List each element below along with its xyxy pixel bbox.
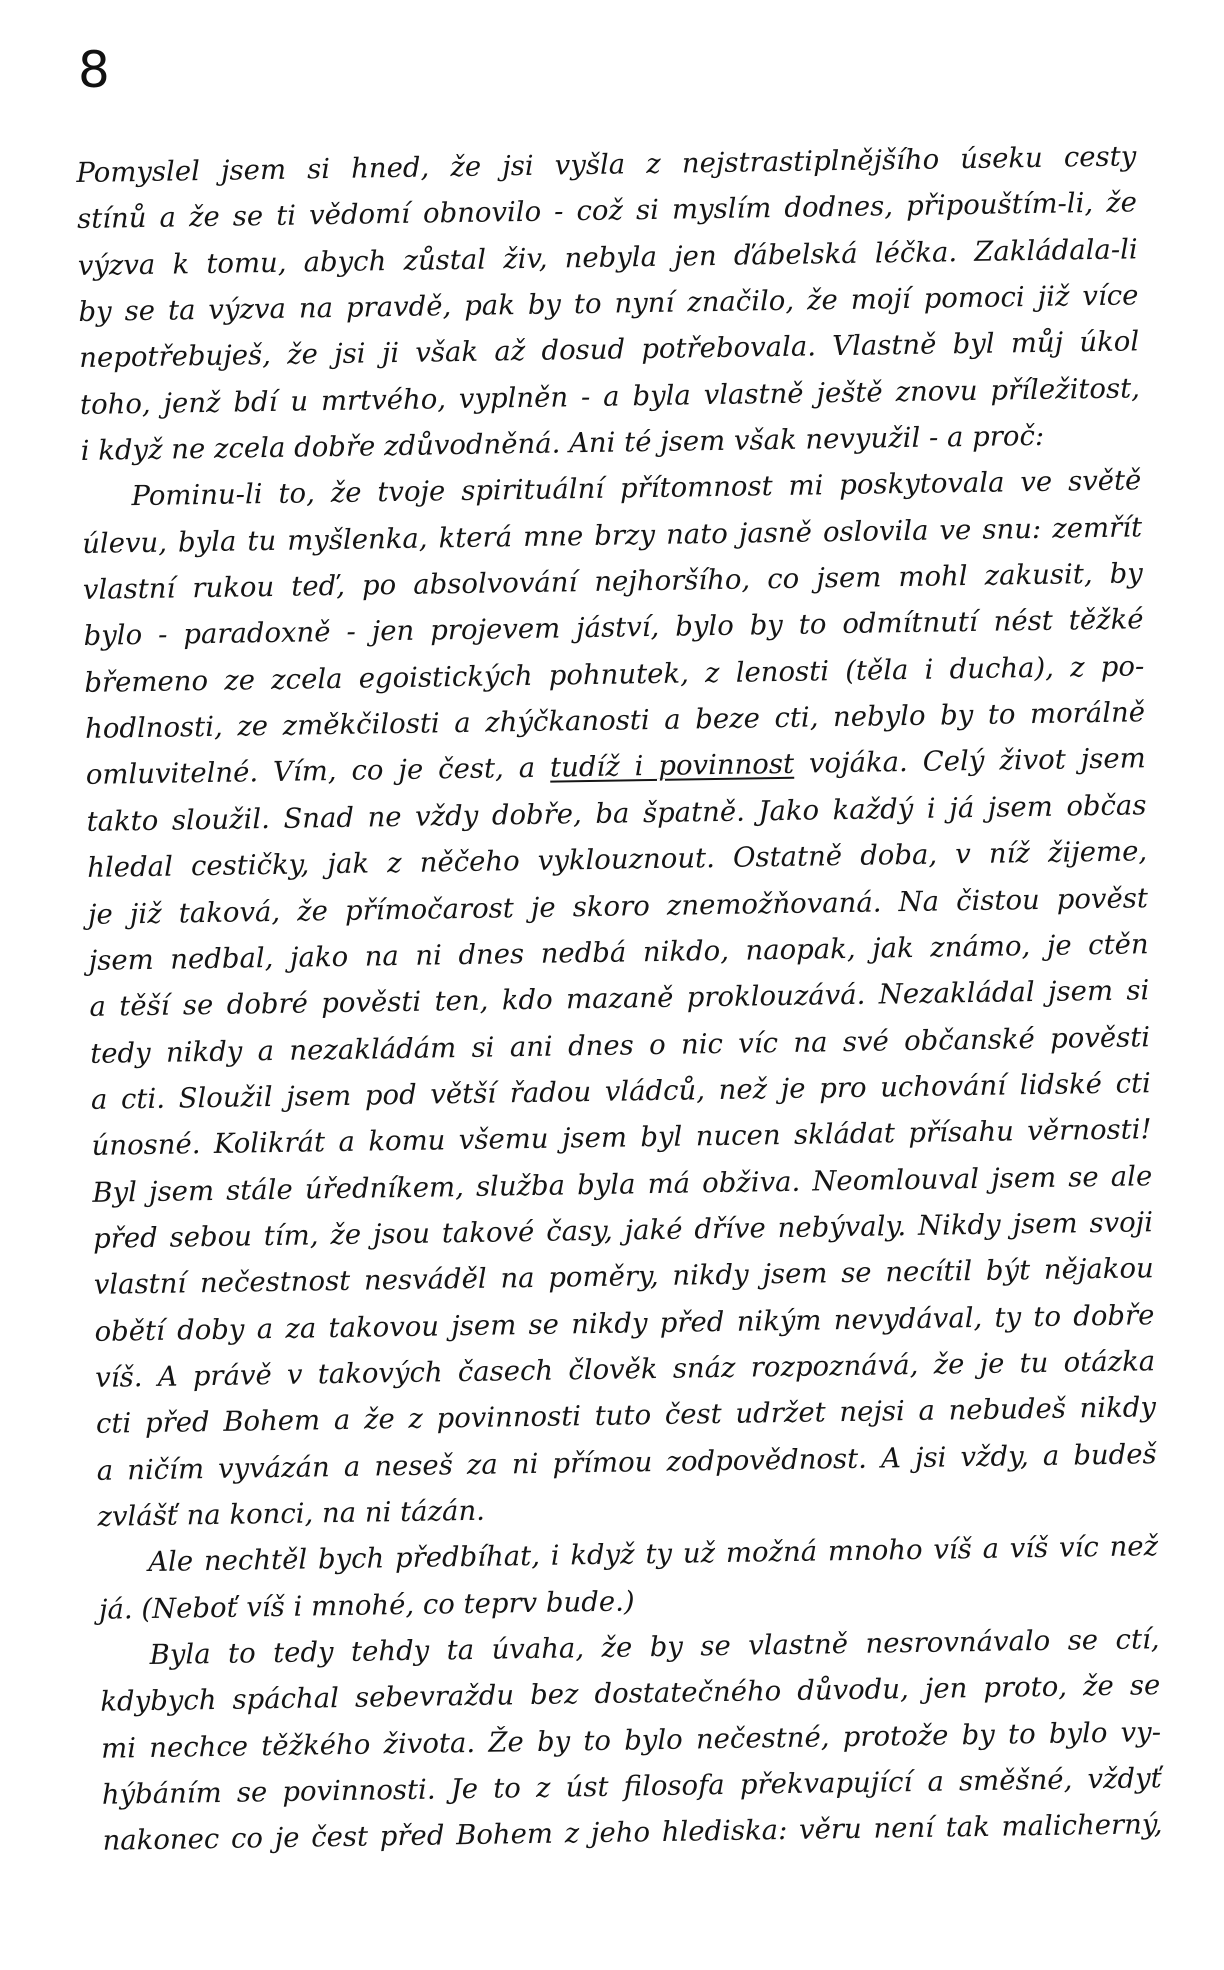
text-line: tedy nikdy a nezakládám si ani dnes o nic víc na své občanské pověsti	[89, 1020, 1151, 1070]
text-line: vlastní rukou teď, po absolvování nejhoršího, co jsem mohl zakusit, by	[82, 557, 1144, 607]
text-line: Byl jsem stále úředníkem, služba byla má obživa. Neomlouval jsem se ale	[92, 1159, 1153, 1209]
text-line: únosné. Kolikrát a komu všemu jsem byl nucen skládat přísahu věrnosti!	[91, 1113, 1152, 1163]
text-line: před sebou tím, že jsou takové časy, jaké dříve nebývaly. Nikdy jsem svoji	[92, 1206, 1154, 1255]
text-line: mi nechce těžkého života. Že by to bylo nečestné, protože by to bylo vy-	[100, 1715, 1162, 1765]
text-line: hýbáním se povinnosti. Je to z úst filosofa překvapující a směšné, vždyť	[101, 1762, 1162, 1811]
text-line: a cti. Sloužil jsem pod větší řadou vládců, než je pro uchování lidské cti	[90, 1067, 1152, 1116]
text-line: nakonec co je čest před Bohem z jeho hlediska: věru není tak malicherný,	[102, 1808, 1163, 1858]
text-line: kdybych spáchal sebevraždu bez dostatečného důvodu, jen proto, že se	[100, 1669, 1161, 1719]
text-line: výzva k tomu, abych zůstal živ, nebyla jen ďábelská léčka. Zakládala-li	[77, 233, 1138, 282]
text-line: břemeno ze zcela egoistických pohnutek, z lenosti (těla i ducha), z po-	[84, 650, 1145, 699]
text-line: hledal cestičky, jak z něčeho vyklouznout. Ostatně doba, v níž žijeme,	[87, 835, 1148, 885]
text-line: nepotřebuješ, že jsi ji však až dosud potřebovala. Vlastně byl můj úkol	[79, 325, 1140, 375]
text-line: úlevu, byla tu myšlenka, která mne brzy nato jasně oslovila ve snu: zemřít	[81, 511, 1143, 560]
text-line: a ničím vyvázán a neseš za ni přímou zodpovědnost. A jsi vždy, a budeš	[96, 1437, 1157, 1487]
text-line: takto sloužil. Snad ne vždy dobře, ba špatně. Jako každý i já jsem občas	[86, 789, 1147, 838]
text-line: stínů a že se ti vědomí obnovilo - což si myslím dodnes, připouštím-li, že	[76, 186, 1138, 236]
text-line: Byla to tedy tehdy ta úvaha, že by se vlastně nesrovnávalo se ctí,	[149, 1623, 1160, 1672]
body-text	[76, 133, 1163, 1864]
text-line: já. (Neboť víš i mnohé, co teprv bude.)	[98, 1585, 635, 1626]
page-number: 8	[78, 41, 110, 99]
text-line: a těší se dobré pověsti ten, kdo mazaně proklouzává. Nezakládal jsem si	[89, 974, 1150, 1024]
text-line: obětí doby a za takovou jsem se nikdy před nikým nevydával, ty to dobře	[94, 1298, 1155, 1348]
text-line: bylo - paradoxně - jen projevem jáství, bylo by to odmítnutí nést těžké	[83, 603, 1144, 653]
text-line: vlastní nečestnost nesváděl na poměry, nikdy jsem se necítil být nějakou	[93, 1252, 1154, 1302]
text-line: jsem nedbal, jako na ni dnes nedbá nikdo, naopak, jak známo, je ctěn	[88, 928, 1149, 977]
text-line: i když ne zcela dobře zdůvodněná. Ani té jsem však nevyužil - a proč:	[80, 419, 1045, 468]
text-line: by se ta výzva na pravdě, pak by to nyní značilo, že mojí pomoci již více	[78, 279, 1139, 329]
text-line-with-underline: omluvitelné. Vím, co je čest, a tudíž i povinnost vojáka. Celý život jsem	[85, 742, 1146, 792]
text-line: toho, jenž bdí u mrtvého, vyplněn - a byla vlastně ještě znovu příležitost,	[79, 372, 1141, 421]
text-line: cti před Bohem a že z povinnosti tuto čest udržet nejsi a nebudeš nikdy	[95, 1391, 1157, 1441]
text-line: Ale nechtěl bych předbíhat, i když ty už možná mnoho víš a víš víc než	[147, 1530, 1159, 1579]
text-line: Pominu-li to, že tvoje spirituální přítomnost mi poskytovala ve světě	[131, 464, 1142, 513]
text-line: víš. A právě v takových časech člověk snáz rozpoznává, že je tu otázka	[95, 1345, 1156, 1394]
text-line: Pomyslel jsem si hned, že jsi vyšla z nejstrastiplnějšího úseku cesty	[76, 140, 1137, 189]
underlined-phrase: tudíž i povinnost	[549, 748, 795, 785]
text-line: hodlnosti, ze změkčilosti a zhýčkanosti a beze cti, nebylo by to morálně	[84, 696, 1146, 746]
text-line: je již taková, že přímočarost je skoro znemožňovaná. Na čistou pověst	[87, 881, 1149, 931]
text-line: zvlášť na konci, na ni tázán.	[97, 1494, 486, 1533]
